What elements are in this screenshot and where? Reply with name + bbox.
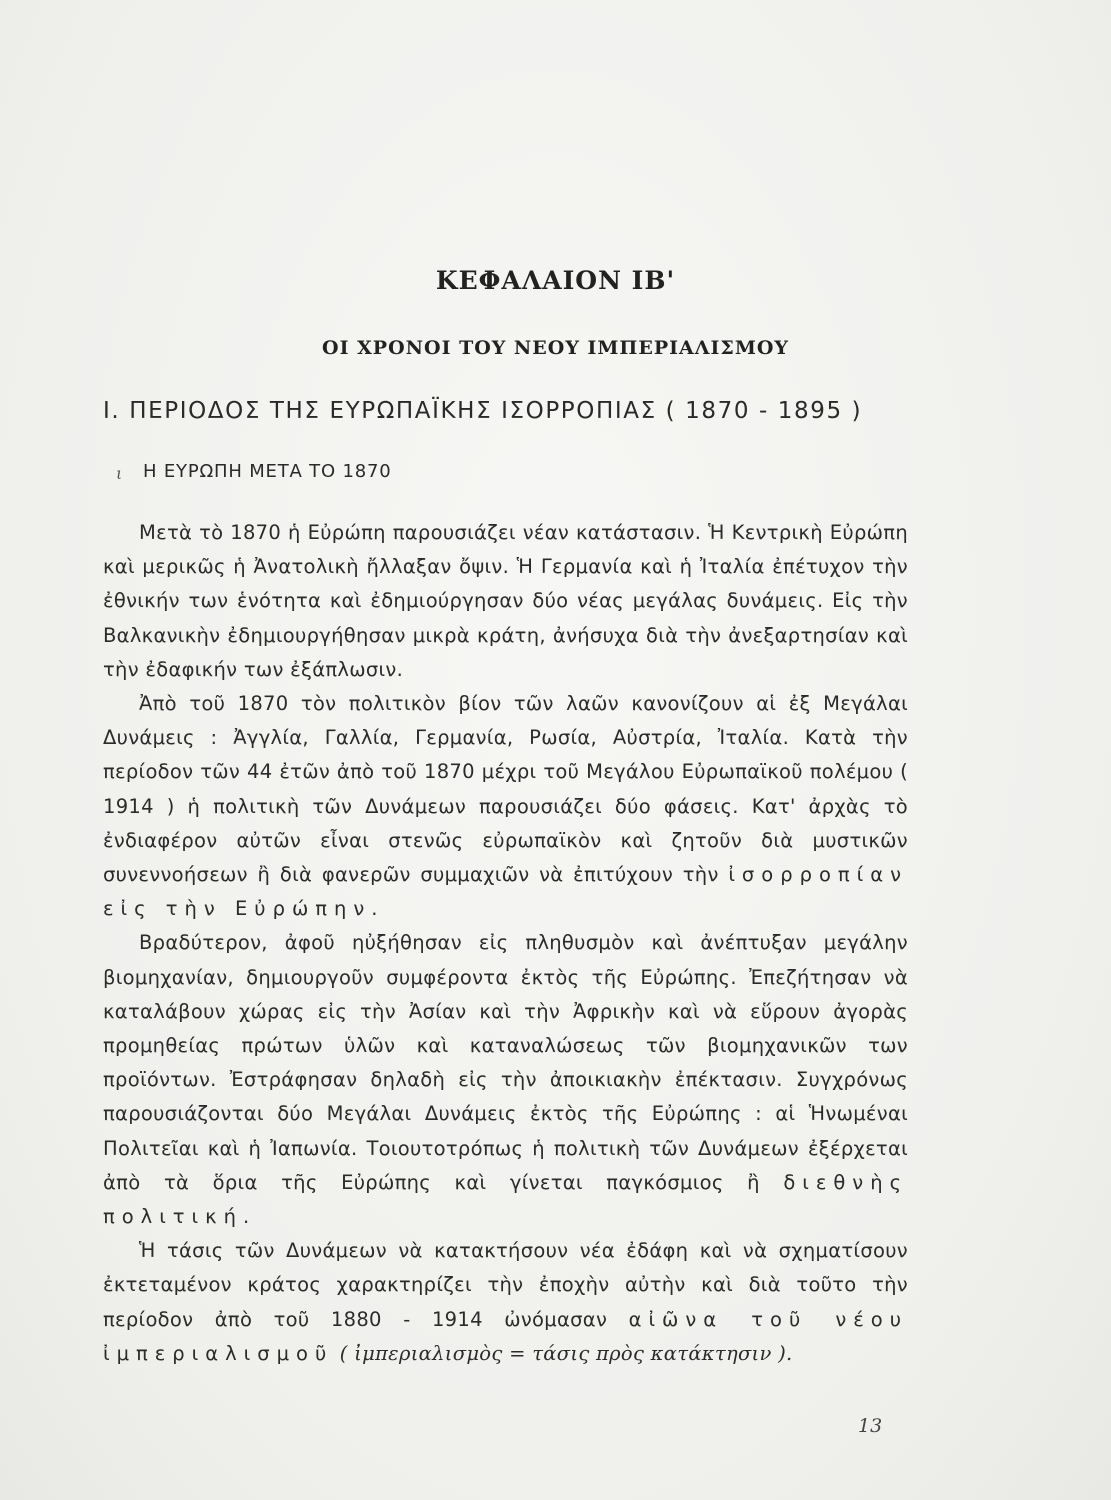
chapter-title: ΚΕΦΑΛΑΙΟΝ ΙΒ' [435,266,676,295]
body-text [103,516,908,1371]
paragraph-3 [103,926,908,1234]
paragraph-4-definition: ( ἰμπεριαλισμὸς = τάσις πρὸς κατάκτησιν ). [339,1341,793,1365]
section-subheading: Η ΕΥΡΩΠΗ ΜΕΤΑ ΤΟ 1870 [143,461,392,482]
section-heading: Ι. ΠΕΡΙΟΔΟΣ ΤΗΣ ΕΥΡΩΠΑΪΚΗΣ ΙΣΟΡΡΟΠΙΑΣ ( 1870 - 1895 ) [103,398,863,424]
chapter-subtitle: ΟΙ ΧΡΟΝΟΙ ΤΟΥ ΝΕΟΥ ΙΜΠΕΡΙΑΛΙΣΜΟΥ [322,337,789,359]
page-number: 13 [858,1415,883,1437]
margin-mark: ι [116,464,123,483]
paragraph-3-emphasis: διεθνὴς πολιτική. [103,1170,909,1229]
paragraph-4-emphasis: αἰῶνα τοῦ νέου ἰμπεριαλισμοῦ [103,1307,909,1365]
paragraph-4 [103,1234,908,1371]
paragraph-2 [103,687,908,926]
paragraph-3-text: Βραδύτερον, ἀφοῦ ηὐξήθησαν εἰς πληθυσμὸν καὶ ἀνέπτυξαν μεγάλην βιομηχανίαν, δημιουργοῦν συμφέροντα ἐκτὸς τῆς Εὐρώπης. Ἐπεζήτησαν νὰ καταλάβουν χώρας εἰς τὴν Ἀσίαν καὶ τὴν Ἀφρικὴν καὶ νὰ εὕρουν ἀγορὰς προμηθείας πρώτων ὑλῶν καὶ καταναλώσεως τῶν βιομηχανικῶν των προϊόντων. Ἐστράφησαν δηλαδὴ εἰς τὴν ἀποικιακὴν ἐπέκτασιν. Συγχρόνως παρουσιάζονται δύο Μεγάλαι Δυνάμεις ἐκτὸς τῆς Εὐρώπης : αἱ Ἡνωμέναι Πολιτεῖαι καὶ ἡ Ἰαπωνία. Τοιουτοτρόπως ἡ πολιτικὴ τῶν Δυνάμεων ἐξέρχεται ἀπὸ τὰ ὅρια τῆς Εὐρώπης καὶ γίνεται παγκόσμιος ἢ [103,931,908,1194]
paragraph-4-text: Ἡ τάσις τῶν Δυνάμεων νὰ κατακτήσουν νέα ἐδάφη καὶ νὰ σχηματίσουν ἐκτεταμένον κράτος χαρακτηρίζει τὴν ἐποχὴν αὐτὴν καὶ διὰ τοῦτο τὴν περίοδον ἀπὸ τοῦ 1880 - 1914 ὠνόμασαν [103,1239,908,1331]
paragraph-2-text: Ἀπὸ τοῦ 1870 τὸν πολιτικὸν βίον τῶν λαῶν κανονίζουν αἱ ἐξ Μεγάλαι Δυνάμεις : Ἀγγλία, Γαλλία, Γερμανία, Ρωσία, Αὐστρία, Ἰταλία. Κατὰ τὴν περίοδον τῶν 44 ἐτῶν ἀπὸ τοῦ 1870 μέχρι τοῦ Μεγάλου Εὐρωπαϊκοῦ πολέμου ( 1914 ) ἡ πολιτικὴ τῶν Δυνάμεων παρουσιάζει δύο φάσεις. Κατ' ἀρχὰς τὸ ἐνδιαφέρον αὐτῶν εἶναι στενῶς εὐρωπαϊκὸν καὶ ζητοῦν διὰ μυστικῶν συνεννοήσεων ἢ διὰ φανερῶν συμμαχιῶν νὰ ἐπιτύχουν τὴν [103,692,908,887]
paragraph-2-emphasis: ἰσορροπίαν εἰς τὴν Εὐρώπην. [103,863,908,921]
paragraph-1: Μετὰ τὸ 1870 ἡ Εὐρώπη παρουσιάζει νέαν κατάστασιν. Ἡ Κεντρικὴ Εὐρώπη καὶ μερικῶς ἡ Ἀνατολικὴ ἤλλαξαν ὄψιν. Ἡ Γερμανία καὶ ἡ Ἰταλία ἐπέτυχον τὴν ἐθνικήν των ἑνότητα καὶ ἐδημιούργησαν δύο νέας μεγάλας δυνάμεις. Εἰς τὴν Βαλκανικὴν ἐδημιουργήθησαν μικρὰ κράτη, ἀνήσυχα διὰ τὴν ἀνεξαρτησίαν καὶ τὴν ἐδαφικήν των ἐξάπλωσιν. [103,521,908,681]
